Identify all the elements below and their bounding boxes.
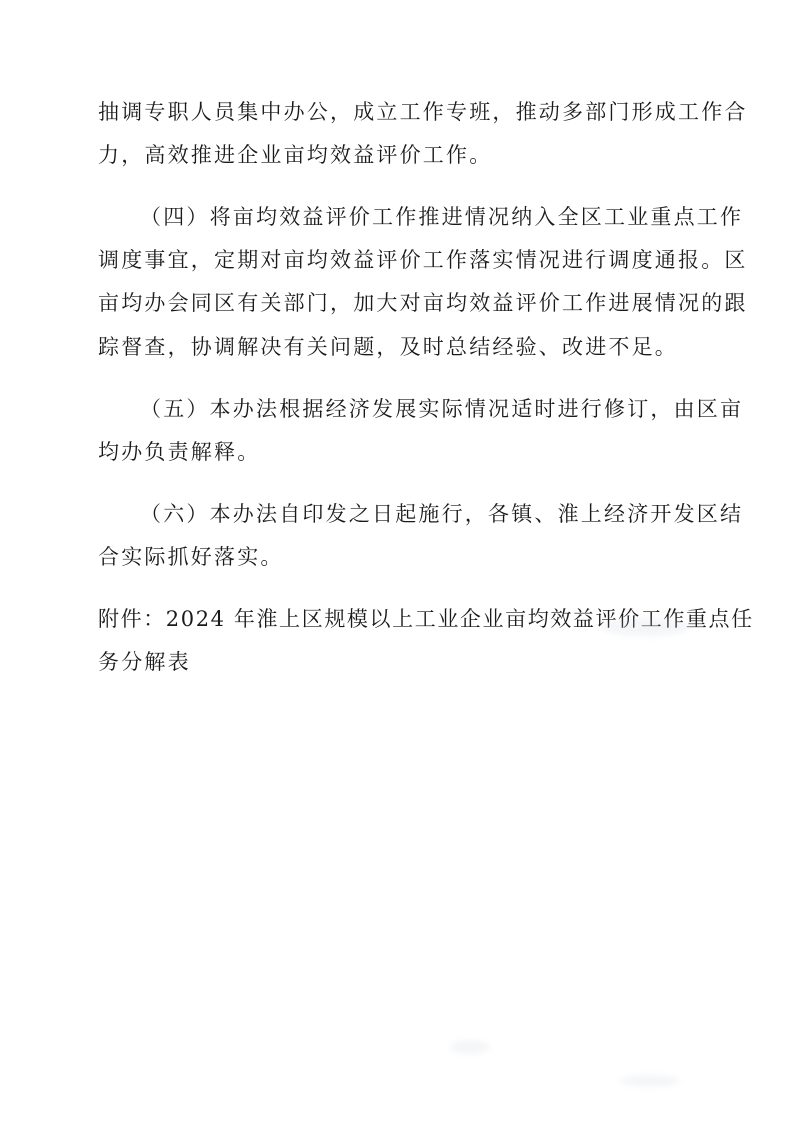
paragraph-3-line-1: （五）本办法根据经济发展实际情况适时进行修订，由区亩	[140, 397, 744, 421]
scan-smudge	[620, 1075, 680, 1087]
scan-smudge	[450, 1040, 490, 1054]
paragraph-3-line-2: 均办负责解释。	[98, 440, 261, 464]
paragraph-2-line-4: 踪督查，协调解决有关问题，及时总结经验、改进不足。	[98, 335, 678, 359]
paragraph-2-line-1: （四）将亩均效益评价工作推进情况纳入全区工业重点工作	[140, 205, 744, 229]
paragraph-1-line-1: 抽调专职人员集中办公，成立工作专班，推动多部门形成工作合	[98, 100, 748, 124]
paragraph-4-line-1: （六）本办法自印发之日起施行，各镇、淮上经济开发区结	[140, 502, 744, 526]
scan-smudge	[600, 618, 690, 636]
attachment-line-2: 务分解表	[98, 650, 191, 674]
paragraph-2-line-3: 亩均办会同区有关部门，加大对亩均效益评价工作进展情况的跟	[98, 291, 748, 315]
attachment-line-1: 附件：2024 年淮上区规模以上工业企业亩均效益评价工作重点任	[98, 607, 754, 631]
paragraph-4-line-2: 合实际抓好落实。	[98, 545, 284, 569]
paragraph-2-line-2: 调度事宜，定期对亩均效益评价工作落实情况进行调度通报。区	[98, 248, 748, 272]
paragraph-1-line-2: 力，高效推进企业亩均效益评价工作。	[98, 143, 493, 167]
